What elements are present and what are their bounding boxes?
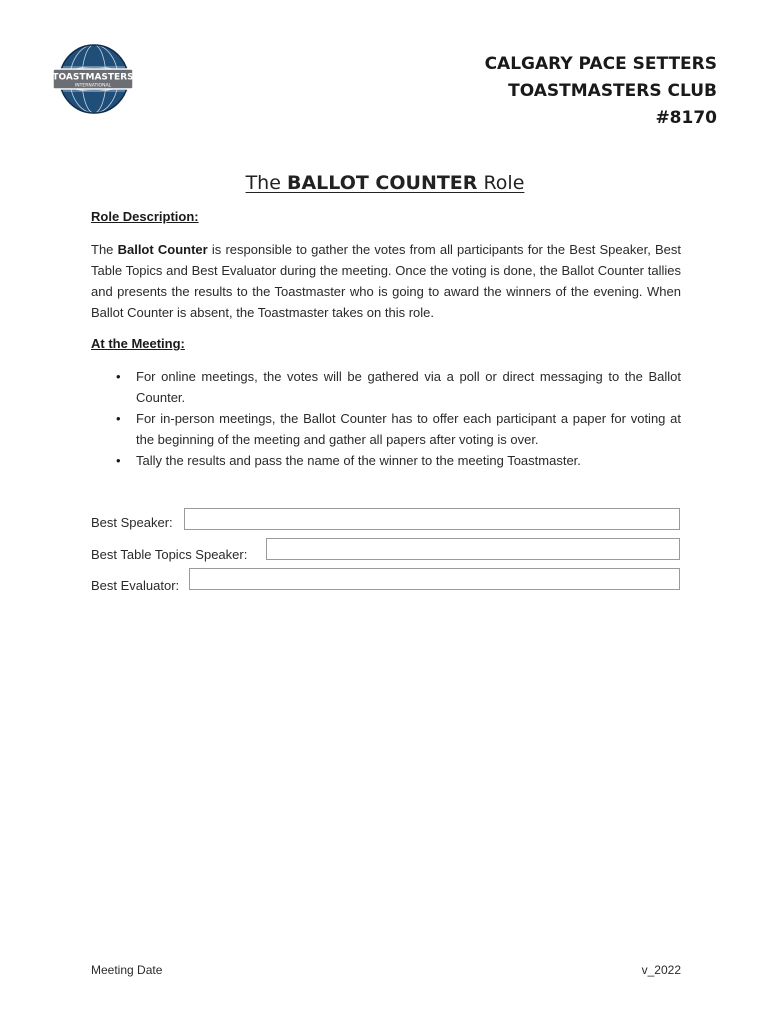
- at-meeting-heading: At the Meeting:: [91, 336, 185, 351]
- list-item-text: Tally the results and pass the name of the winner to the meeting Toastmaster.: [136, 453, 581, 468]
- page-title: [0, 172, 770, 194]
- role-name-bold: Ballot Counter: [117, 242, 208, 257]
- role-description-body: is responsible to gather the votes from all participants for the Best Speaker, Best Table Topics and Best Evaluator during the meeting. Once the voting is done, the Ballot Counter tallies and presents the results to the Toastmaster who is going to award the winners of the evening. When Ballot Counter is absent, the Toastmaster takes on this role.: [91, 242, 682, 320]
- footer-version: v_2022: [641, 963, 681, 977]
- best-table-topics-label: Best Table Topics Speaker:: [91, 547, 248, 562]
- bullet-icon: •: [116, 369, 121, 384]
- at-meeting-list: [91, 366, 681, 471]
- list-item: [91, 450, 681, 471]
- list-item-text: For online meetings, the votes will be gathered via a poll or direct messaging to the Ballot Counter.: [136, 369, 681, 405]
- best-evaluator-field[interactable]: [189, 568, 680, 590]
- title-prefix: The: [245, 172, 287, 194]
- role-intro: The: [91, 242, 118, 257]
- best-speaker-field[interactable]: [184, 508, 680, 530]
- best-speaker-label: Best Speaker:: [91, 515, 173, 530]
- title-suffix: Role: [477, 172, 525, 194]
- globe-logo-icon: [52, 43, 134, 115]
- club-number: #8170: [655, 108, 717, 128]
- role-description-text: [91, 239, 681, 323]
- footer-meeting-date: Meeting Date: [91, 963, 163, 977]
- club-name-line1: CALGARY PACE SETTERS: [484, 54, 717, 74]
- logo-text-top: TOASTMASTERS: [52, 72, 134, 83]
- list-item: [91, 366, 681, 408]
- logo-text-bottom: INTERNATIONAL: [74, 83, 112, 89]
- role-description-heading: Role Description:: [91, 209, 199, 224]
- club-name-line2: TOASTMASTERS CLUB: [508, 81, 717, 101]
- best-evaluator-label: Best Evaluator:: [91, 578, 180, 593]
- bullet-icon: •: [116, 411, 121, 426]
- toastmasters-logo: [52, 43, 134, 115]
- list-item-text: For in-person meetings, the Ballot Counter has to offer each participant a paper for voting at the beginning of the meeting and gather all papers after voting is over.: [136, 411, 681, 447]
- title-bold: BALLOT COUNTER: [286, 172, 478, 194]
- bullet-icon: •: [116, 453, 121, 468]
- best-table-topics-field[interactable]: [266, 538, 680, 560]
- club-name: [485, 51, 717, 132]
- list-item: [91, 408, 681, 450]
